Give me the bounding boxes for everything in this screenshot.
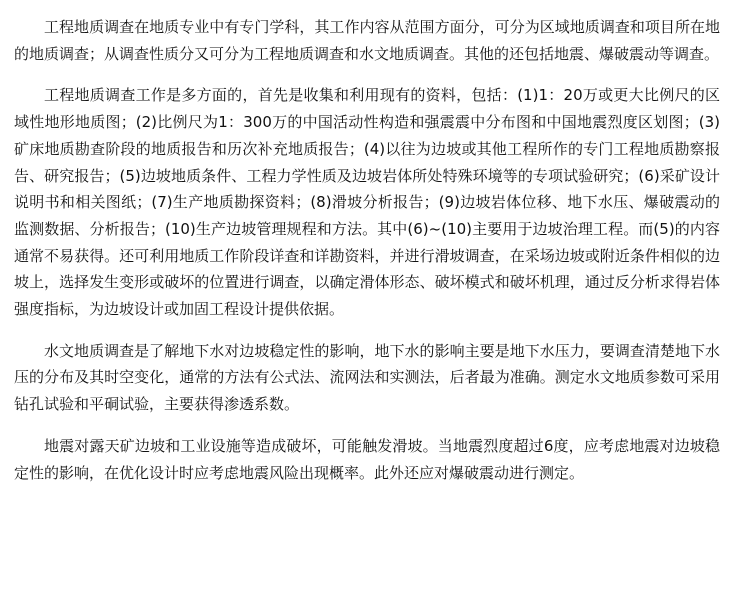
paragraph-hydrogeology-survey: 水文地质调查是了解地下水对边坡稳定性的影响，地下水的影响主要是地下水压力，要调查清楚地下水压的分布及其时空变化，通常的方法有公式法、流网法和实测法，后者最为准确。测定水文地质参数可采用钻孔试验和平硐试验，主要获得渗透系数。: [14, 341, 720, 414]
paragraph-engineering-geology-survey: 工程地质调查工作是多方面的，首先是收集和利用现有的资料，包括：(1)1：20万或更大比例尺的区域性地形地质图；(2)比例尺为1：300万的中国活动性构造和强震震中分布图和中国地震烈度区划图；(3) 矿床地质勘查阶段的地质报告和历次补充地质报告；(4)以往为边坡或其他工程所作的专门工程地质勘察报告、研究报告；(5)边坡地质条件、工程力学性质及边坡岩体所处特殊环境等的专项试验研究；(6)采矿设计说明书和相关图纸；(7)生产地质勘探资料；(8)滑坡分析报告；(9)边坡岩体位移、地下水压、爆破震动的监测数据、分析报告；(10)生产边坡管理规程和方法。其中(6)~(10)主要用于边坡治理工程。而(5)的内容通常不易获得。还可利用地质工作阶段详查和详勘资料，并进行滑坡调查，在采场边坡或附近条件相似的边坡上，选择发生变形或破坏的位置进行调查，以确定滑体形态、破坏模式和破坏机理，通过反分析求得岩体强度指标，为边坡设计或加固工程设计提供依据。: [14, 86, 720, 319]
paragraph-survey-scope: 工程地质调查在地质专业中有专门学科，其工作内容从范围方面分，可分为区域地质调查和项目所在地的地质调查；从调查性质分又可分为工程地质调查和水文地质调查。其他的还包括地震、爆破震动等调查。: [14, 18, 720, 63]
document-body: [14, 14, 720, 501]
paragraph-earthquake-survey: 地震对露天矿边坡和工业设施等造成破坏，可能触发滑坡。当地震烈度超过6度，应考虑地震对边坡稳定性的影响，在优化设计时应考虑地震风险出现概率。此外还应对爆破震动进行测定。: [14, 436, 720, 482]
